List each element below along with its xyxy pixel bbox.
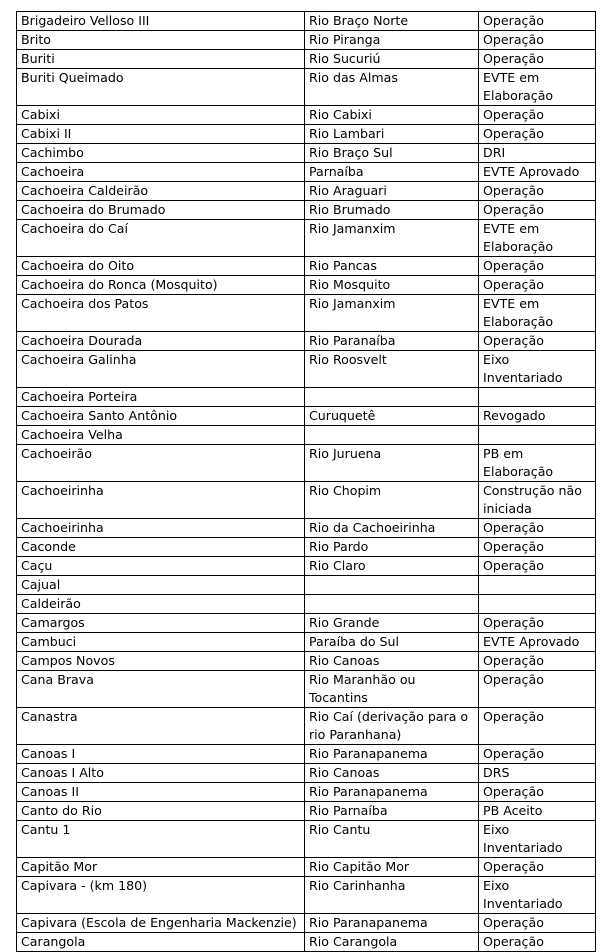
- table-row: [17, 257, 596, 276]
- cell-status: Eixo Inventariado: [479, 821, 596, 858]
- table-row: [17, 576, 596, 595]
- cell-name: Canto do Rio: [17, 802, 305, 821]
- cell-river: [305, 388, 479, 407]
- table-row: [17, 351, 596, 388]
- cell-name: Cachoeira Velha: [17, 426, 305, 445]
- cell-river: Rio Caí (derivação para o rio Paranhana): [305, 708, 479, 745]
- cell-status: Operação: [479, 332, 596, 351]
- plants-table: [16, 11, 596, 952]
- cell-status: Operação: [479, 652, 596, 671]
- cell-name: Cachoeira Porteira: [17, 388, 305, 407]
- cell-river: Rio Braço Norte: [305, 12, 479, 31]
- table-row: [17, 708, 596, 745]
- table-row: [17, 31, 596, 50]
- cell-name: Cachimbo: [17, 144, 305, 163]
- cell-status: Operação: [479, 257, 596, 276]
- cell-name: Cajual: [17, 576, 305, 595]
- cell-status: Operação: [479, 201, 596, 220]
- cell-river: Rio Parnaíba: [305, 802, 479, 821]
- cell-status: Eixo Inventariado: [479, 877, 596, 914]
- cell-river: Rio Mosquito: [305, 276, 479, 295]
- cell-river: Rio Cantu: [305, 821, 479, 858]
- table-row: [17, 106, 596, 125]
- cell-river: Rio da Cachoeirinha: [305, 519, 479, 538]
- cell-name: Carangola: [17, 933, 305, 952]
- table-row: [17, 933, 596, 952]
- cell-river: Rio Maranhão ou Tocantins: [305, 671, 479, 708]
- table-row: [17, 69, 596, 106]
- cell-river: Rio Roosvelt: [305, 351, 479, 388]
- cell-river: Rio Grande: [305, 614, 479, 633]
- cell-river: Rio Piranga: [305, 31, 479, 50]
- cell-status: Operação: [479, 914, 596, 933]
- table-row: [17, 201, 596, 220]
- cell-name: Cantu 1: [17, 821, 305, 858]
- table-row: [17, 652, 596, 671]
- cell-name: Cachoeirinha: [17, 519, 305, 538]
- cell-river: Rio Carangola: [305, 933, 479, 952]
- cell-status: Operação: [479, 182, 596, 201]
- cell-name: Cachoeira do Oito: [17, 257, 305, 276]
- table-row: [17, 858, 596, 877]
- table-row: [17, 745, 596, 764]
- cell-river: Parnaíba: [305, 163, 479, 182]
- cell-name: Cachoeira Santo Antônio: [17, 407, 305, 426]
- table-row: [17, 50, 596, 69]
- cell-name: Capivara - (km 180): [17, 877, 305, 914]
- cell-name: Brito: [17, 31, 305, 50]
- table-row: [17, 821, 596, 858]
- cell-status: Construção não iniciada: [479, 482, 596, 519]
- table-row: [17, 633, 596, 652]
- cell-status: Operação: [479, 276, 596, 295]
- table-row: [17, 163, 596, 182]
- cell-name: Campos Novos: [17, 652, 305, 671]
- cell-name: Cachoeira do Caí: [17, 220, 305, 257]
- cell-name: Cachoeirão: [17, 445, 305, 482]
- cell-status: Operação: [479, 783, 596, 802]
- cell-river: Rio Carinhanha: [305, 877, 479, 914]
- cell-river: Rio Paranaíba: [305, 332, 479, 351]
- table-row: [17, 426, 596, 445]
- table-body: [17, 12, 596, 952]
- table-row: [17, 182, 596, 201]
- cell-status: [479, 388, 596, 407]
- cell-river: Rio Canoas: [305, 652, 479, 671]
- table-row: [17, 125, 596, 144]
- table-row: [17, 519, 596, 538]
- cell-status: Operação: [479, 614, 596, 633]
- table-row: [17, 557, 596, 576]
- cell-name: Buriti Queimado: [17, 69, 305, 106]
- cell-river: Rio Pancas: [305, 257, 479, 276]
- cell-river: Rio Canoas: [305, 764, 479, 783]
- cell-river: Curuquetê: [305, 407, 479, 426]
- cell-status: Operação: [479, 745, 596, 764]
- cell-name: Cachoeira Caldeirão: [17, 182, 305, 201]
- cell-river: Rio Chopim: [305, 482, 479, 519]
- cell-name: Cambuci: [17, 633, 305, 652]
- cell-status: EVTE Aprovado: [479, 163, 596, 182]
- cell-river: [305, 426, 479, 445]
- table-row: [17, 407, 596, 426]
- cell-name: Buriti: [17, 50, 305, 69]
- table-row: [17, 276, 596, 295]
- cell-status: Operação: [479, 708, 596, 745]
- cell-status: Operação: [479, 106, 596, 125]
- cell-name: Cachoeira do Ronca (Mosquito): [17, 276, 305, 295]
- cell-river: Rio Paranapanema: [305, 745, 479, 764]
- cell-river: Rio Jamanxim: [305, 295, 479, 332]
- cell-name: Cabixi: [17, 106, 305, 125]
- cell-name: Cana Brava: [17, 671, 305, 708]
- cell-name: Cachoeirinha: [17, 482, 305, 519]
- table-row: [17, 144, 596, 163]
- table-row: [17, 595, 596, 614]
- cell-status: DRS: [479, 764, 596, 783]
- cell-name: Canoas I: [17, 745, 305, 764]
- cell-name: Cachoeira: [17, 163, 305, 182]
- cell-status: Operação: [479, 671, 596, 708]
- cell-river: Rio Sucuriú: [305, 50, 479, 69]
- cell-status: Operação: [479, 858, 596, 877]
- cell-status: Eixo Inventariado: [479, 351, 596, 388]
- cell-name: Canoas II: [17, 783, 305, 802]
- cell-river: Rio Capitão Mor: [305, 858, 479, 877]
- table-row: [17, 538, 596, 557]
- cell-status: [479, 576, 596, 595]
- cell-name: Caldeirão: [17, 595, 305, 614]
- cell-river: Rio Juruena: [305, 445, 479, 482]
- cell-status: DRI: [479, 144, 596, 163]
- cell-name: Capitão Mor: [17, 858, 305, 877]
- table-row: [17, 764, 596, 783]
- cell-status: EVTE em Elaboração: [479, 295, 596, 332]
- table-row: [17, 12, 596, 31]
- cell-status: Revogado: [479, 407, 596, 426]
- cell-river: Rio Braço Sul: [305, 144, 479, 163]
- cell-name: Caconde: [17, 538, 305, 557]
- cell-river: [305, 595, 479, 614]
- cell-status: Operação: [479, 50, 596, 69]
- cell-status: Operação: [479, 31, 596, 50]
- cell-status: Operação: [479, 519, 596, 538]
- cell-status: EVTE Aprovado: [479, 633, 596, 652]
- table-row: [17, 914, 596, 933]
- cell-name: Caçu: [17, 557, 305, 576]
- cell-name: Cachoeira dos Patos: [17, 295, 305, 332]
- cell-name: Canoas I Alto: [17, 764, 305, 783]
- cell-name: Camargos: [17, 614, 305, 633]
- table-row: [17, 482, 596, 519]
- cell-status: EVTE em Elaboração: [479, 69, 596, 106]
- cell-river: Rio Brumado: [305, 201, 479, 220]
- cell-river: Rio Paranapanema: [305, 783, 479, 802]
- table-row: [17, 783, 596, 802]
- cell-name: Brigadeiro Velloso III: [17, 12, 305, 31]
- cell-river: [305, 576, 479, 595]
- cell-river: Rio Lambari: [305, 125, 479, 144]
- table-row: [17, 220, 596, 257]
- cell-name: Cachoeira do Brumado: [17, 201, 305, 220]
- table-row: [17, 877, 596, 914]
- cell-name: Capivara (Escola de Engenharia Mackenzie): [17, 914, 305, 933]
- cell-river: Rio Claro: [305, 557, 479, 576]
- cell-river: Rio das Almas: [305, 69, 479, 106]
- table-row: [17, 614, 596, 633]
- cell-river: Rio Araguari: [305, 182, 479, 201]
- table-row: [17, 802, 596, 821]
- cell-river: Rio Pardo: [305, 538, 479, 557]
- cell-name: Cachoeira Galinha: [17, 351, 305, 388]
- table-row: [17, 388, 596, 407]
- cell-status: PB Aceito: [479, 802, 596, 821]
- cell-status: EVTE em Elaboração: [479, 220, 596, 257]
- cell-status: [479, 426, 596, 445]
- cell-status: PB em Elaboração: [479, 445, 596, 482]
- cell-river: Paraíba do Sul: [305, 633, 479, 652]
- cell-name: Cabixi II: [17, 125, 305, 144]
- cell-name: Canastra: [17, 708, 305, 745]
- cell-river: Rio Paranapanema: [305, 914, 479, 933]
- cell-status: Operação: [479, 933, 596, 952]
- cell-status: [479, 595, 596, 614]
- cell-status: Operação: [479, 12, 596, 31]
- table-row: [17, 332, 596, 351]
- cell-status: Operação: [479, 125, 596, 144]
- cell-river: Rio Jamanxim: [305, 220, 479, 257]
- table-row: [17, 445, 596, 482]
- cell-status: Operação: [479, 538, 596, 557]
- table-row: [17, 295, 596, 332]
- cell-name: Cachoeira Dourada: [17, 332, 305, 351]
- cell-status: Operação: [479, 557, 596, 576]
- cell-river: Rio Cabixi: [305, 106, 479, 125]
- table-row: [17, 671, 596, 708]
